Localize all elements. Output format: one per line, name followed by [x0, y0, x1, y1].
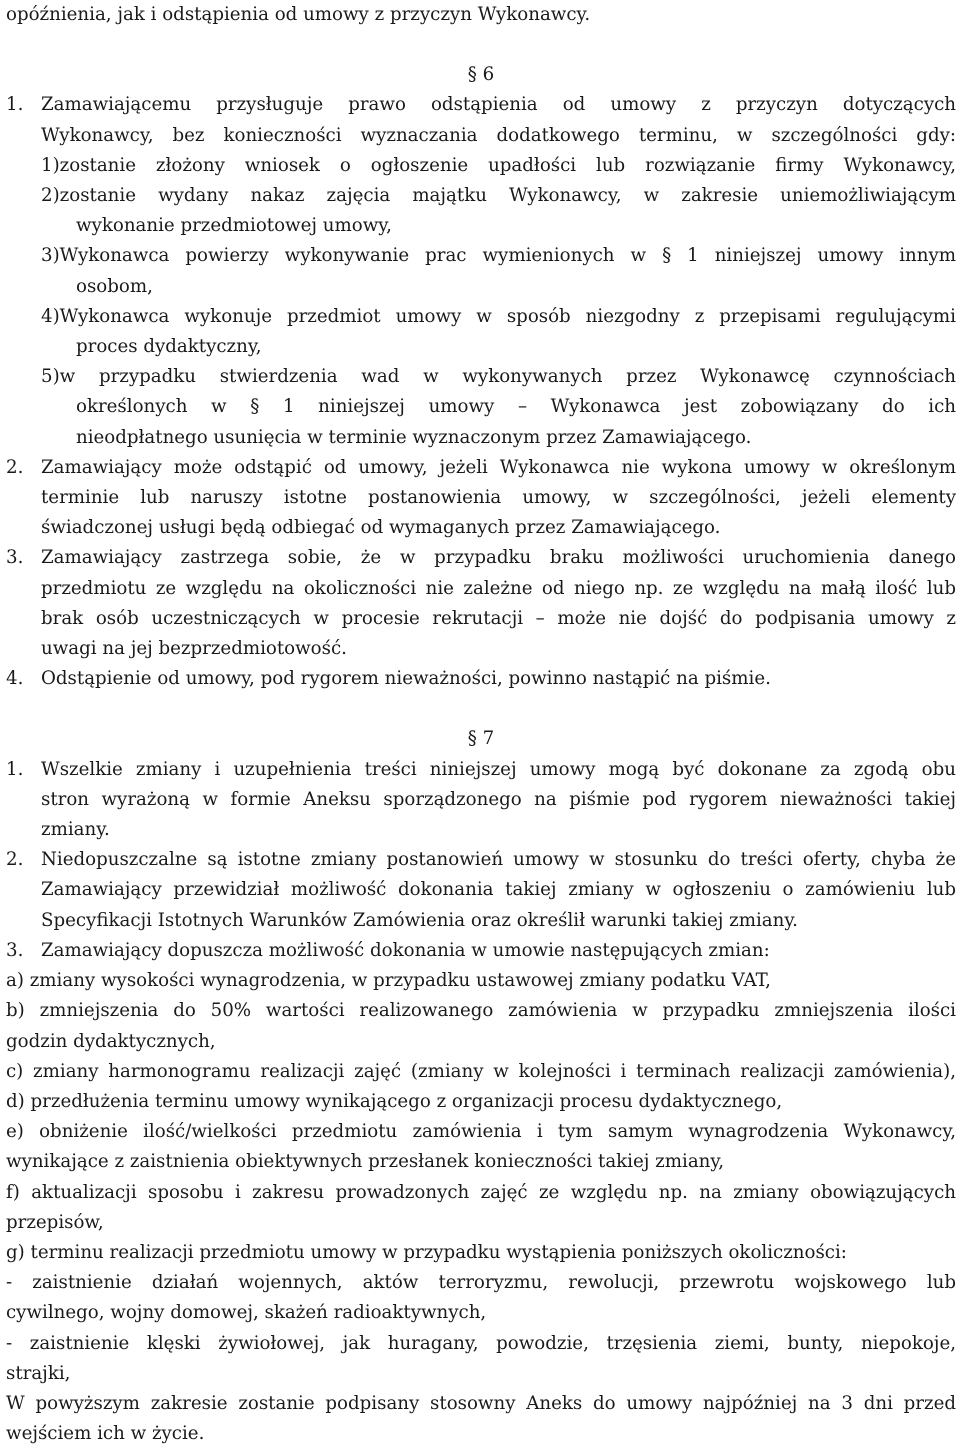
change-item-b-cont: godzin dydaktycznych, [6, 1030, 216, 1052]
paragraph-line: Zamawiający może odstąpić od umowy, jeżeli Wykonawca nie wykona umowy w określonym [41, 456, 956, 478]
list-item-cont: nieodpłatnego usunięcia w terminie wyznaczonym przez Zamawiającego. [76, 426, 752, 448]
circumstance-1: - zaistnienie działań wojennych, aktów terroryzmu, rewolucji, przewrotu wojskowego lub [6, 1272, 956, 1294]
list-item: 2)zostanie wydany nakaz zajęcia majątku Wykonawcy, w zakresie uniemożliwiającym [41, 185, 956, 207]
closing-line: W powyższym zakresie zostanie podpisany stosowny Aneks do umowy najpóźniej na 3 dni przed [6, 1392, 956, 1414]
s6-point-3 [6, 543, 956, 664]
s7-point-3 [6, 936, 956, 966]
change-item-c: c) zmiany harmonogramu realizacji zajęć (zmiany w kolejności i terminach realizacji zamówienia), [6, 1060, 956, 1082]
s7-point-2 [6, 845, 956, 936]
s6-point-1 [6, 90, 956, 452]
paragraph-line: Zamawiający zastrzega sobie, że w przypadku braku możliwości uruchomienia danego [41, 547, 956, 569]
list-item-cont: wykonanie przedmiotowej umowy, [76, 215, 392, 237]
change-item-d: d) przedłużenia terminu umowy wynikającego z organizacji procesu dydaktycznego, [6, 1090, 783, 1112]
paragraph-line: Zamawiający dopuszcza możliwość dokonania w umowie następujących zmian: [41, 939, 770, 961]
paragraph-line: terminie lub naruszy istotne postanowienia umowy, w szczególności, jeżeli elementy [41, 487, 956, 509]
paragraph-line: brak osób uczestniczących w procesie rekrutacji – może nie dojść do podpisania umowy z [41, 607, 956, 629]
paragraph-line: stron wyrażoną w formie Aneksu sporządzonego na piśmie pod rygorem nieważności takiej [41, 788, 956, 810]
change-item-a: a) zmiany wysokości wynagrodzenia, w przypadku ustawowej zmiany podatku VAT, [6, 970, 771, 992]
paragraph-line: Wszelkie zmiany i uzupełnienia treści niniejszej umowy mogą być dokonane za zgodą obu [41, 758, 956, 780]
s6-point-2 [6, 453, 956, 544]
list-item: 1)zostanie złożony wniosek o ogłoszenie upadłości lub rozwiązanie firmy Wykonawcy, [41, 154, 956, 176]
closing-line-cont: wejściem ich w życie. [6, 1423, 205, 1445]
paragraph-line: Specyfikacji Istotnych Warunków Zamówienia oraz określił warunki takiej zmiany. [41, 909, 798, 931]
change-item-f: f) aktualizacji sposobu i zakresu prowadzonych zajęć ze względu np. na zmiany obowiązujących [6, 1181, 956, 1203]
paragraph-line: Niedopuszczalne są istotne zmiany postanowień umowy w stosunku do treści oferty, chyba że [41, 849, 956, 871]
list-item: 5)w przypadku stwierdzenia wad w wykonywanych przez Wykonawcę czynnościach [41, 366, 956, 388]
change-item-b: b) zmniejszenia do 50% wartości realizowanego zamówienia w przypadku zmniejszenia ilości [6, 1000, 956, 1022]
circumstance-1-cont: cywilnego, wojny domowej, skażeń radioaktywnych, [6, 1302, 487, 1324]
change-item-e: e) obniżenie ilość/wielkości przedmiotu zamówienia i tym samym wynagrodzenia Wykonawcy, [6, 1121, 956, 1143]
point-number: 3. [6, 547, 24, 569]
change-item-g: g) terminu realizacji przedmiotu umowy w przypadku wystąpienia poniższych okoliczności: [6, 1241, 847, 1263]
list-item: 3)Wykonawca powierzy wykonywanie prac wymienionych w § 1 niniejszej umowy innym [41, 245, 956, 267]
point-number: 1. [6, 758, 24, 780]
paragraph-line: zmiany. [41, 819, 110, 841]
section-7-heading: § 7 [467, 728, 495, 750]
list-item: 4)Wykonawca wykonuje przedmiot umowy w sposób niezgodny z przepisami regulującymi [41, 305, 956, 327]
point-number: 2. [6, 849, 24, 871]
paragraph-line: Odstąpienie od umowy, pod rygorem nieważności, powinno nastąpić na piśmie. [41, 668, 771, 690]
circumstance-2-cont: strajki, [6, 1362, 71, 1384]
s7-point-1 [6, 755, 956, 846]
document-page [6, 0, 956, 1449]
paragraph-line: świadczonej usługi będą odbiegać od wymaganych przez Zamawiającego. [41, 517, 721, 539]
paragraph-line: uwagi na jej bezprzedmiotowość. [41, 638, 347, 660]
list-item-cont: osobom, [76, 275, 153, 297]
point-number: 1. [6, 94, 24, 116]
intro-line: opóźnienia, jak i odstąpienia od umowy z przyczyn Wykonawcy. [6, 4, 591, 25]
paragraph-line: przedmiotu ze względu na okoliczności nie zależne od niego np. ze względu na małą ilość lub [41, 577, 956, 599]
change-item-e-cont: wynikające z zaistnienia obiektywnych przesłanek konieczności takiej zmiany, [6, 1151, 725, 1173]
section-6-heading: § 6 [467, 64, 495, 86]
point-number: 3. [6, 939, 24, 961]
change-item-f-cont: przepisów, [6, 1211, 104, 1233]
point-number: 2. [6, 456, 24, 478]
list-item-cont: określonych w § 1 niniejszej umowy – Wykonawca jest zobowiązany do ich [76, 396, 956, 418]
point-number: 4. [6, 668, 24, 690]
paragraph-line: Zamawiającemu przysługuje prawo odstąpienia od umowy z przyczyn dotyczących [41, 94, 956, 116]
s6-point-4 [6, 664, 956, 694]
paragraph-line: Zamawiający przewidział możliwość dokonania takiej zmiany w ogłoszeniu o zamówieniu lub [41, 879, 956, 901]
paragraph-line: Wykonawcy, bez konieczności wyznaczania dodatkowego terminu, w szczególności gdy: [41, 124, 956, 146]
list-item-cont: proces dydaktyczny, [76, 336, 262, 358]
circumstance-2: - zaistnienie klęski żywiołowej, jak huragany, powodzie, trzęsienia ziemi, bunty, niepokoje, [6, 1332, 956, 1354]
